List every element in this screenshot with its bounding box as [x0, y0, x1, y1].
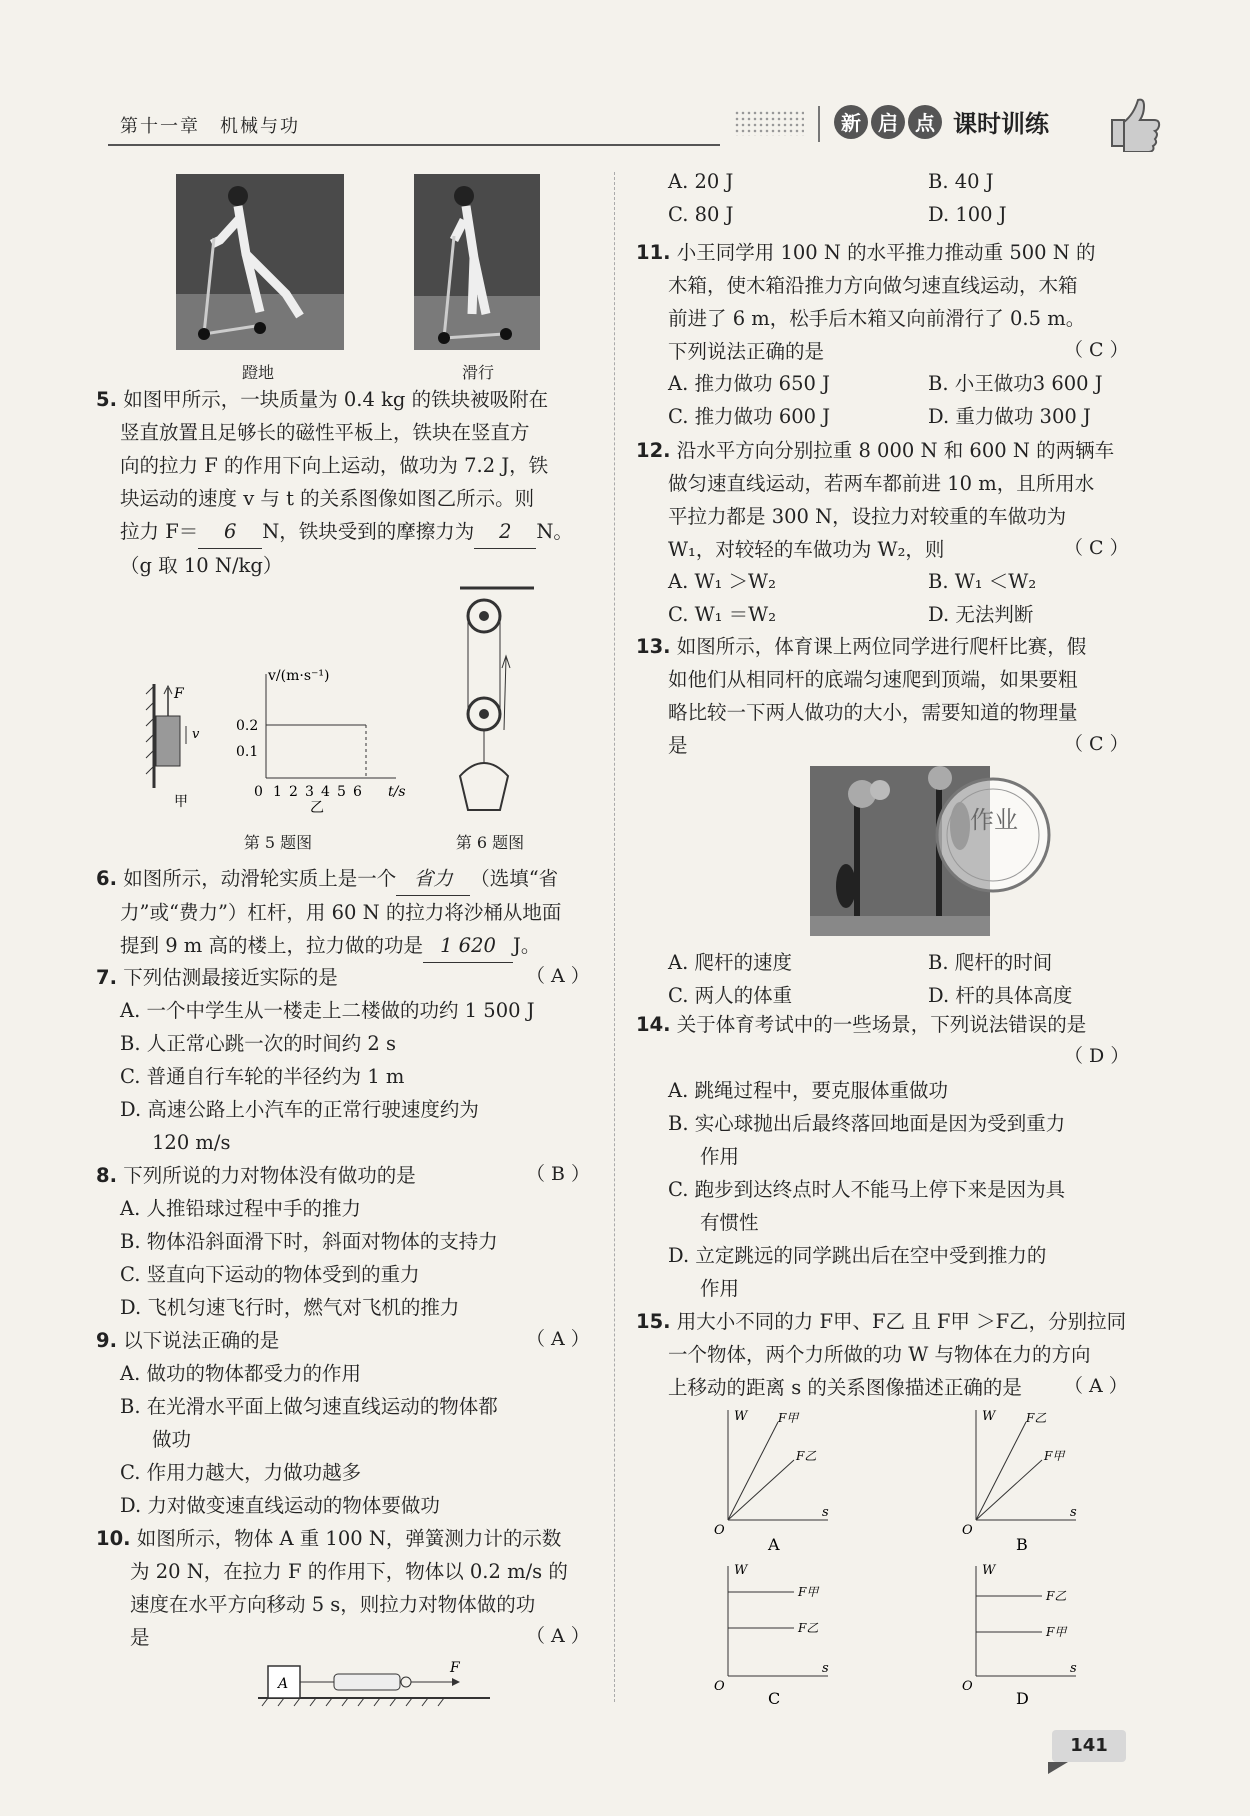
option: D. 无法判断 [928, 603, 1034, 626]
question-text: 力”或“费力”）杠杆，用 60 N 的拉力将沙桶从地面 [120, 901, 562, 924]
option: C. 80 J [668, 203, 734, 226]
w-label: W [734, 1409, 748, 1424]
option: D. 飞机匀速飞行时，燃气对飞机的推力 [120, 1296, 460, 1319]
question-11 [636, 236, 1136, 368]
graph-label: D [1016, 1689, 1029, 1706]
option: D. 高速公路上小汽车的正常行驶速度约为 [120, 1098, 479, 1121]
question-number: 5. [96, 388, 117, 411]
question-text: 提到 9 m 高的楼上，拉力做的功是 [120, 934, 423, 957]
brand-char: 新 [834, 105, 868, 139]
answer-bracket: （ B ） [526, 1163, 591, 1185]
question-text: 竖直放置且足够长的磁性平板上，铁块在竖直方 [120, 421, 530, 444]
x-tick: 0 [254, 784, 263, 800]
option: B. 40 J [928, 170, 994, 193]
x-tick: 4 [321, 784, 330, 800]
question-text: 速度在水平方向移动 5 s，则拉力对物体做的功 [130, 1593, 536, 1616]
question-text: 如图所示，物体 A 重 100 N，弹簧测力计的示数 [136, 1527, 562, 1550]
option: D. 重力做功 300 J [928, 405, 1091, 428]
question-text: 木箱，使木箱沿推力方向做匀速直线运动，木箱 [668, 274, 1078, 297]
header-separator [818, 106, 820, 142]
figure-label-yi: 乙 [310, 800, 324, 816]
chapter-title: 第十一章 机械与功 [120, 116, 300, 137]
answer-blank: 1 620 [423, 929, 513, 963]
question-text: N。 [536, 520, 573, 543]
option: B. 爬杆的时间 [928, 951, 1053, 974]
question-text: 平拉力都是 300 N，设拉力对较重的车做功为 [668, 505, 1067, 528]
question-13 [636, 630, 1136, 762]
line-lower [728, 1460, 794, 1520]
option: C. 作用力越大，力做功越多 [120, 1461, 362, 1484]
question-text: 下列估测最接近实际的是 [123, 966, 338, 989]
question-5 [96, 383, 606, 582]
question-text: 为 20 N，在拉力 F 的作用下，物体以 0.2 m/s 的 [130, 1560, 568, 1583]
option: C. 跑步到达终点时人不能马上停下来是因为具 [668, 1178, 1066, 1201]
q5-figure [140, 660, 420, 820]
x-tick: 2 [289, 784, 298, 800]
option: C. 普通自行车轮的半径约为 1 m [120, 1065, 405, 1088]
lower-label: F甲 [1046, 1625, 1067, 1639]
question-15 [636, 1305, 1136, 1404]
lower-label: F乙 [796, 1449, 817, 1463]
lower-label: F甲 [1044, 1449, 1065, 1463]
spring-scale [334, 1674, 400, 1690]
option: A. 跳绳过程中，要克服体重做功 [668, 1079, 948, 1102]
option: B. 在光滑水平面上做匀速直线运动的物体都 [120, 1395, 498, 1418]
graph-label: A [768, 1535, 780, 1554]
sand-bucket [460, 763, 508, 810]
graph-a [710, 1404, 840, 1554]
s-label: s [1070, 1661, 1077, 1676]
question-text: （g 取 10 N/kg） [120, 554, 283, 577]
question-number: 13. [636, 635, 671, 658]
question-text: 块运动的速度 v 与 t 的关系图像如图乙所示。则 [120, 487, 535, 510]
graph-d [958, 1556, 1088, 1706]
option: B. 小王做功3 600 J [928, 372, 1103, 395]
s-label: s [822, 1505, 829, 1520]
graph-b [958, 1404, 1088, 1554]
option: D. 100 J [928, 203, 1007, 226]
origin-label: O [714, 1679, 725, 1694]
x-tick: 5 [337, 784, 346, 800]
answer-bracket: （ D ） [1064, 1045, 1130, 1067]
question-number: 7. [96, 966, 117, 989]
question-text: 是 [668, 734, 688, 757]
question-number: 14. [636, 1013, 671, 1036]
option: A. 20 J [668, 170, 734, 193]
question-text: 做匀速直线运动，若两车都前进 10 m，且所用水 [668, 472, 1095, 495]
option: A. W₁ ＞W₂ [668, 570, 776, 593]
question-number: 10. [96, 1527, 131, 1550]
origin-label: O [714, 1523, 725, 1538]
question-text: 拉力 F＝ [120, 520, 199, 543]
w-label: W [982, 1563, 996, 1578]
question-14 [636, 1008, 1136, 1305]
option: C. 竖直向下运动的物体受到的重力 [120, 1263, 420, 1286]
graph-c [710, 1556, 840, 1706]
question-text: 以下说法正确的是 [123, 1329, 280, 1352]
answer-bracket: （ A ） [526, 965, 590, 987]
x-tick: 6 [353, 784, 362, 800]
figure-caption: 第 6 题图 [455, 833, 525, 852]
q6-pulley-figure [430, 580, 570, 820]
question-number: 11. [636, 241, 671, 264]
y-tick: 0.2 [236, 718, 259, 734]
answer-bracket: （ C ） [1064, 733, 1129, 755]
origin-label: O [962, 1523, 973, 1538]
header-rule [108, 144, 720, 146]
option-continued: 做功 [152, 1428, 192, 1451]
option-continued: 120 m/s [152, 1131, 231, 1154]
question-text: 向的拉力 F 的作用下向上运动，做功为 7.2 J，铁 [120, 454, 549, 477]
y-axis-label: v/(m·s⁻¹) [268, 668, 330, 684]
movable-pulley-axle [479, 709, 489, 719]
question-text: （选填“省 [470, 867, 559, 890]
answer-blank: 6 [198, 515, 262, 549]
line-upper [728, 1422, 778, 1520]
brand-char: 点 [908, 105, 942, 139]
answer-blank: 2 [474, 515, 536, 549]
page-number: 141 [1052, 1730, 1126, 1762]
question-text: 是 [130, 1626, 150, 1649]
question-text: J。 [513, 934, 541, 957]
option: C. 推力做功 600 J [668, 405, 831, 428]
brand-title: 课时训练 [953, 110, 1049, 138]
upper-label: F乙 [1046, 1589, 1067, 1603]
question-12 [636, 434, 1136, 566]
option-continued: 作用 [700, 1277, 740, 1300]
option: D. 力对做变速直线运动的物体要做功 [120, 1494, 440, 1517]
option: D. 立定跳远的同学跳出后在空中受到推力的 [668, 1244, 1047, 1267]
w-label: W [734, 1563, 748, 1578]
question-number: 9. [96, 1329, 117, 1352]
line-upper [976, 1422, 1026, 1520]
question-number: 6. [96, 867, 117, 890]
answer-blank: 省力 [396, 862, 470, 896]
figure-caption: 第 5 题图 [243, 833, 313, 852]
block-label: A [278, 1676, 289, 1692]
stamp-text: 作业 [970, 806, 1018, 834]
question-7 [96, 961, 606, 1159]
pull-rope [504, 658, 506, 730]
scale-hook [401, 1677, 411, 1687]
brand-char: 启 [871, 105, 905, 139]
question-number: 8. [96, 1164, 117, 1187]
iron-block [156, 716, 180, 766]
page-tab-icon [1048, 1762, 1068, 1776]
option: B. 物体沿斜面滑下时，斜面对物体的支持力 [120, 1230, 498, 1253]
lower-label: F乙 [798, 1621, 819, 1635]
line-lower [976, 1460, 1042, 1520]
photo-kick-ground [176, 174, 344, 350]
homework-stamp [928, 770, 1058, 900]
answer-bracket: （ A ） [526, 1625, 590, 1647]
header-dots [734, 110, 804, 136]
x-axis-label: t/s [388, 784, 406, 800]
upper-label: F乙 [1026, 1411, 1047, 1425]
question-text: 关于体育考试中的一些场景，下列说法错误的是 [676, 1013, 1087, 1036]
question-number: 12. [636, 439, 671, 462]
s-label: s [822, 1661, 829, 1676]
photo-caption-right: 滑行 [461, 363, 494, 382]
q10-figure [254, 1652, 494, 1708]
question-text: 如图所示，动滑轮实质上是一个 [123, 867, 397, 890]
column-divider [614, 172, 615, 1702]
question-text: 沿水平方向分别拉重 8 000 N 和 600 N 的两辆车 [676, 439, 1115, 462]
upper-label: F甲 [778, 1411, 799, 1425]
s-label: s [1070, 1505, 1077, 1520]
question-text: 如他们从相同杆的底端匀速爬到顶端，如果要粗 [668, 668, 1078, 691]
question-text: 一个物体，两个力所做的功 W 与物体在力的方向 [668, 1343, 1091, 1366]
option: C. W₁ ＝W₂ [668, 603, 777, 626]
force-label: F [174, 686, 184, 702]
option: D. 杆的具体高度 [928, 984, 1073, 1007]
question-text: W₁，对较轻的车做功为 W₂，则 [668, 538, 945, 561]
scooter-kick-illustration [176, 174, 344, 350]
force-label: F [450, 1660, 460, 1676]
force-arrow-head [452, 1678, 460, 1686]
option: A. 做功的物体都受力的作用 [120, 1362, 361, 1385]
option: A. 爬杆的速度 [668, 951, 792, 974]
y-tick: 0.1 [236, 744, 259, 760]
question-text: N，铁块受到的摩擦力为 [262, 520, 475, 543]
question-text: 下列所说的力对物体没有做功的是 [123, 1164, 416, 1187]
option: B. 实心球抛出后最终落回地面是因为受到重力 [668, 1112, 1066, 1135]
graph-label: C [768, 1689, 781, 1706]
option: B. 人正常心跳一次的时间约 2 s [120, 1032, 397, 1055]
ground-hatching [262, 1698, 444, 1706]
option-continued: 有惯性 [700, 1211, 759, 1234]
option: A. 一个中学生从一楼走上二楼做的功约 1 500 J [120, 999, 535, 1022]
option: A. 人推铅球过程中手的推力 [120, 1197, 361, 1220]
question-text: 上移动的距离 s 的关系图像描述正确的是 [668, 1376, 1022, 1399]
answer-bracket: （ A ） [1064, 1375, 1128, 1397]
question-text: 用大小不同的力 F甲、F乙 且 F甲 ＞F乙，分别拉同 [676, 1310, 1127, 1333]
option: B. W₁ ＜W₂ [928, 570, 1037, 593]
question-text: 略比较一下两人做功的大小，需要知道的物理量 [668, 701, 1078, 724]
photo-glide [414, 174, 540, 350]
upper-label: F甲 [798, 1585, 819, 1599]
answer-bracket: （ C ） [1064, 339, 1129, 361]
figure-label-jia: 甲 [174, 794, 188, 810]
brand-logo [834, 104, 1049, 139]
thumbs-up-icon [1104, 96, 1164, 152]
photo-caption-left: 蹬地 [241, 363, 274, 382]
question-text: 如图所示，体育课上两位同学进行爬杆比赛，假 [676, 635, 1087, 658]
fixed-pulley-axle [479, 611, 489, 621]
question-text: 小王同学用 100 N 的水平推力推动重 500 N 的 [676, 241, 1096, 264]
option-continued: 作用 [700, 1145, 740, 1168]
origin-label: O [962, 1679, 973, 1694]
graph-label: B [1016, 1535, 1028, 1554]
option: C. 两人的体重 [668, 984, 793, 1007]
answer-bracket: （ C ） [1064, 537, 1129, 559]
option: A. 推力做功 650 J [668, 372, 830, 395]
question-text: 前进了 6 m，松手后木箱又向前滑行了 0.5 m。 [668, 307, 1086, 330]
w-label: W [982, 1409, 996, 1424]
question-text: 下列说法正确的是 [668, 340, 825, 363]
velocity-label: v [192, 727, 200, 742]
x-tick: 3 [305, 784, 314, 800]
question-number: 15. [636, 1310, 671, 1333]
question-9 [96, 1324, 606, 1522]
scooter-glide-illustration [414, 174, 540, 350]
question-text: 如图甲所示，一块质量为 0.4 kg 的铁块被吸附在 [123, 388, 549, 411]
answer-bracket: （ A ） [526, 1328, 590, 1350]
question-6 [96, 862, 606, 963]
x-tick: 1 [273, 784, 282, 800]
